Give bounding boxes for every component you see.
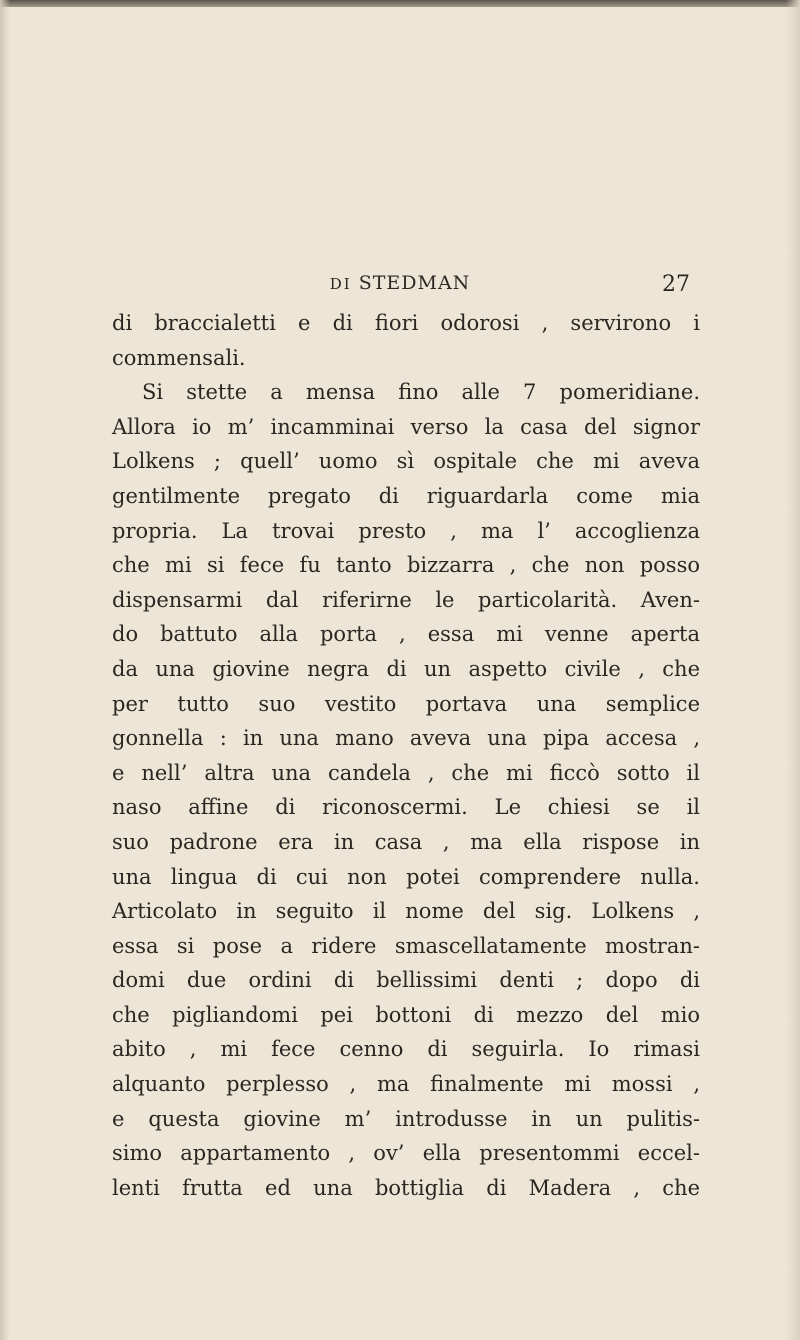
text-line: do battuto alla porta , essa mi venne aperta (112, 622, 700, 647)
text-line: Lolkens ; quell’ uomo sì ospitale che mi aveva (112, 449, 700, 474)
text-line: che mi si fece fu tanto bizzarra , che non posso (112, 553, 700, 578)
text-line: dispensarmi dal riferirne le particolarità. Aven- (112, 587, 700, 612)
text-line: gonnella : in una mano aveva una pipa accesa , (112, 726, 700, 751)
text-line: Articolato in seguito il nome del sig. Lolkens , (112, 899, 700, 924)
text-line: Allora io m’ incamminai verso la casa del signor (112, 414, 700, 439)
running-head-prefix: DI (329, 275, 352, 293)
text-line: una lingua di cui non potei comprendere nulla. (112, 864, 700, 889)
page-top-edge (0, 0, 800, 7)
text-line: naso affine di riconoscermi. Le chiesi se il (112, 795, 700, 820)
text-line: di braccialetti e di fiori odorosi , servirono i (112, 311, 700, 335)
text-line: commensali. (112, 345, 246, 370)
text-line: abito , mi fece cenno di seguirla. Io rimasi (112, 1037, 700, 1062)
page-right-edge (786, 0, 800, 1340)
text-line: alquanto perplesso , ma finalmente mi mossi , (112, 1072, 700, 1097)
text-line: lenti frutta ed una bottiglia di Madera , che (112, 1175, 700, 1200)
text-line: simo appartamento , ov’ ella presentommi eccel- (112, 1141, 700, 1166)
text-line: domi due ordini di bellissimi denti ; dopo di (112, 968, 700, 993)
page-number: 27 (662, 272, 690, 297)
running-head-name: STEDMAN (358, 272, 471, 294)
text-line: e questa giovine m’ introdusse in un pulitis- (112, 1106, 700, 1131)
text-line: e nell’ altra una candela , che mi ficcò sotto il (112, 760, 700, 785)
body-text (112, 306, 700, 1205)
page-header (0, 272, 800, 300)
text-line: per tutto suo vestito portava una semplice (112, 691, 700, 716)
text-line: Si stette a mensa fino alle 7 pomeridiane. (142, 380, 700, 405)
text-line: essa si pose a ridere smascellatamente mostran- (112, 933, 700, 958)
text-line: da una giovine negra di un aspetto civile , che (112, 656, 700, 681)
text-line: che pigliandomi pei bottoni di mezzo del mio (112, 1002, 700, 1027)
page-left-edge (0, 0, 10, 1340)
text-line: propria. La trovai presto , ma l’ accoglienza (112, 518, 700, 543)
text-line: suo padrone era in casa , ma ella rispose in (112, 829, 700, 854)
text-line: gentilmente pregato di riguardarla come mia (112, 483, 700, 508)
